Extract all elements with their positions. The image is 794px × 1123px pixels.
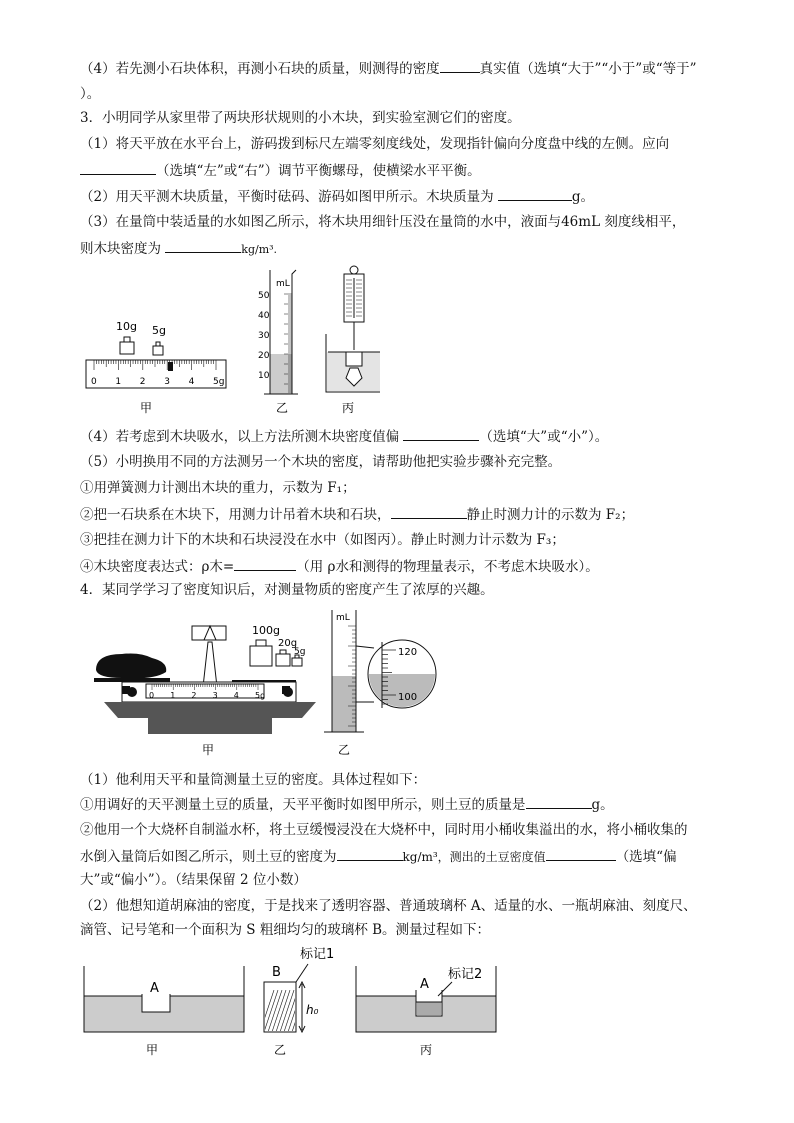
ruler-tick-label: 4 [188, 377, 195, 387]
caption-bing: 丙 [420, 1043, 433, 1057]
q4-part2-line2: 滴管、记号笔和一个面积为 S 粗细均匀的玻璃杯 B。测量过程如下： [80, 922, 491, 938]
ruler-tick-label: 5g [255, 691, 266, 700]
svg-text:A: A [420, 977, 429, 992]
weight-5g-icon [292, 658, 302, 666]
caption-jia: 甲 [146, 1043, 159, 1057]
question-3-stem: 3．小明同学从家里带了两块形状规则的小木块，到实验室测它们的密度。 [80, 110, 521, 126]
q3-part3-line2: 则木块密度为 kg/m³. [80, 238, 277, 260]
q4-step-1: ①用调好的天平测量土豆的质量，天平平衡时如图甲所示，则土豆的质量是 g。 [80, 794, 614, 815]
q4-step-2-line1: ②他用一个大烧杯自制溢水杯，将土豆缓慢浸没在大烧杯中，同时用小桶收集溢出的水，将小桶收集的 [80, 822, 688, 838]
svg-text:h₀: h₀ [306, 1003, 319, 1017]
weights-and-slider-ruler [86, 320, 226, 415]
potato-icon [96, 654, 166, 679]
weight-100g-icon [250, 646, 272, 666]
answer-blank[interactable] [165, 238, 241, 253]
answer-blank[interactable] [403, 426, 479, 441]
ruler-tick-label: 0 [91, 377, 97, 387]
q3-figures [80, 262, 380, 422]
svg-text:5g: 5g [294, 647, 306, 657]
answer-blank[interactable] [546, 846, 616, 861]
answer-blank[interactable] [498, 186, 572, 201]
ruler-tick-label: 2 [191, 691, 197, 700]
caption-yi: 乙 [274, 1043, 287, 1057]
svg-text:标记2: 标记2 [448, 967, 483, 982]
ruler-tick-label: 2 [139, 377, 146, 387]
q3-part2: （2）用天平测木块质量，平衡时砝码、游码如图甲所示。木块质量为 g。 [80, 186, 594, 207]
svg-text:B: B [272, 965, 281, 980]
q3-part5: （5）小明换用不同的方法测另一个木块的密度，请帮助他把实验步骤补充完整。 [80, 454, 562, 470]
svg-text:A: A [150, 981, 159, 996]
cylinder-tick-label: 40 [258, 311, 270, 321]
ruler-tick-label: 3 [164, 377, 170, 387]
ruler-tick-label: 4 [233, 691, 239, 700]
cylinder-tick-label: 20 [258, 351, 270, 361]
step-3: ③把挂在测力计下的木块和石块浸没在水中（如图丙）。静止时测力计示数为 F₃； [80, 532, 565, 548]
cylinder-tick-label: 30 [258, 331, 270, 341]
container-with-cup-A [84, 966, 244, 1057]
ruler-tick-label: 1 [115, 377, 122, 387]
step-2: ②把一石块系在木块下，用测力计吊着木块和石块， 静止时测力计的示数为 F₂； [80, 504, 634, 525]
svg-text:100: 100 [398, 692, 418, 703]
q4-part2-line1: （2）他想知道胡麻油的密度，于是找来了透明容器、普通玻璃杯 A、适量的水、一瓶胡麻油、刻度尺、 [80, 898, 697, 914]
caption-jia: 甲 [140, 401, 153, 415]
q4-part1: （1）他利用天平和量筒测量土豆的密度。具体过程如下： [80, 772, 427, 788]
caption-bing: 丙 [342, 401, 355, 415]
q3-part1-line2: （选填“左”或“右”）调节平衡螺母，使横梁水平平衡。 [80, 160, 481, 181]
ruler-tick-label: 0 [149, 691, 155, 700]
caption-yi: 乙 [276, 401, 289, 415]
cylinder-tick-label: 50 [258, 291, 270, 301]
balance-with-potato [94, 624, 316, 757]
weight-10g-icon [120, 342, 134, 354]
oil-figures [82, 942, 502, 1062]
answer-blank[interactable] [80, 160, 156, 175]
answer-blank[interactable] [440, 58, 480, 73]
cup-A-icon [142, 994, 170, 1012]
answer-blank[interactable] [337, 846, 403, 861]
ruler-tick-label: 5g [213, 377, 225, 387]
svg-text:120: 120 [398, 647, 418, 658]
graduated-cylinder [258, 270, 298, 415]
container-with-cup-A-marked [356, 966, 496, 1057]
wood-block-icon [346, 352, 362, 366]
question-4-stem: 4．某同学学习了密度知识后，对测量物质的密度产生了浓厚的兴趣。 [80, 582, 494, 598]
answer-blank[interactable] [526, 794, 592, 809]
svg-text:20g: 20g [278, 638, 298, 649]
q3-part4-line1: （4）若先测小石块体积，再测小石块的质量，则测得的密度 真实值（选填“大于”“小于”或“等于” [80, 58, 697, 79]
q3-part4: （4）若考虑到木块吸水，以上方法所测木块密度值偏 （选填“大”或“小”）。 [80, 426, 608, 447]
caption-yi: 乙 [338, 743, 351, 757]
ruler-tick-label: 1 [170, 691, 176, 700]
cup-B-with-oil [260, 946, 334, 1057]
weight-20g-icon [276, 654, 290, 666]
slider-ruler [86, 360, 226, 388]
cup-B-icon [264, 982, 296, 1032]
q3-part3-line1: （3）在量筒中装适量的水如图乙所示，将木块用细针压没在量筒的水中，液面与46mL 刻度线相平， [80, 214, 686, 230]
weight-label-10g: 10g [116, 320, 137, 333]
q4-figures [92, 606, 442, 760]
caption-jia: 甲 [202, 743, 215, 757]
svg-text:mL: mL [336, 613, 350, 623]
svg-text:标记1: 标记1 [300, 947, 335, 962]
q4-step-2-line2: 水倒入量筒后如图乙所示，则土豆的密度为 kg/m³，测出的土豆密度值 （选填“偏 [80, 846, 677, 867]
q3-part4-line2: ）。 [80, 86, 101, 102]
answer-blank[interactable] [391, 504, 467, 519]
step-4: ④木块密度表达式：ρ木= （用 ρ水和测得的物理量表示，不考虑木块吸水）。 [80, 556, 599, 577]
graduated-cylinder-with-zoom [324, 610, 438, 757]
weight-label-5g: 5g [152, 324, 166, 337]
answer-blank[interactable] [234, 556, 296, 571]
q3-part1-line1: （1）将天平放在水平台上，游码拨到标尺左端零刻度线处，发现指针偏向分度盘中线的左侧。应向 [80, 136, 670, 152]
svg-text:mL: mL [276, 279, 290, 289]
cylinder-tick-label: 10 [258, 371, 270, 381]
slider-rider-icon [168, 362, 173, 371]
svg-text:100g: 100g [252, 624, 280, 637]
q4-step-2-line3: 大”或“偏小”）。（结果保留 2 位小数） [80, 872, 307, 888]
weight-5g-icon [153, 346, 163, 355]
step-1: ①用弹簧测力计测出木块的重力，示数为 F₁； [80, 480, 356, 496]
balance-base [104, 702, 316, 734]
spring-scale-in-beaker [326, 266, 380, 415]
ruler-tick-label: 3 [212, 691, 218, 700]
